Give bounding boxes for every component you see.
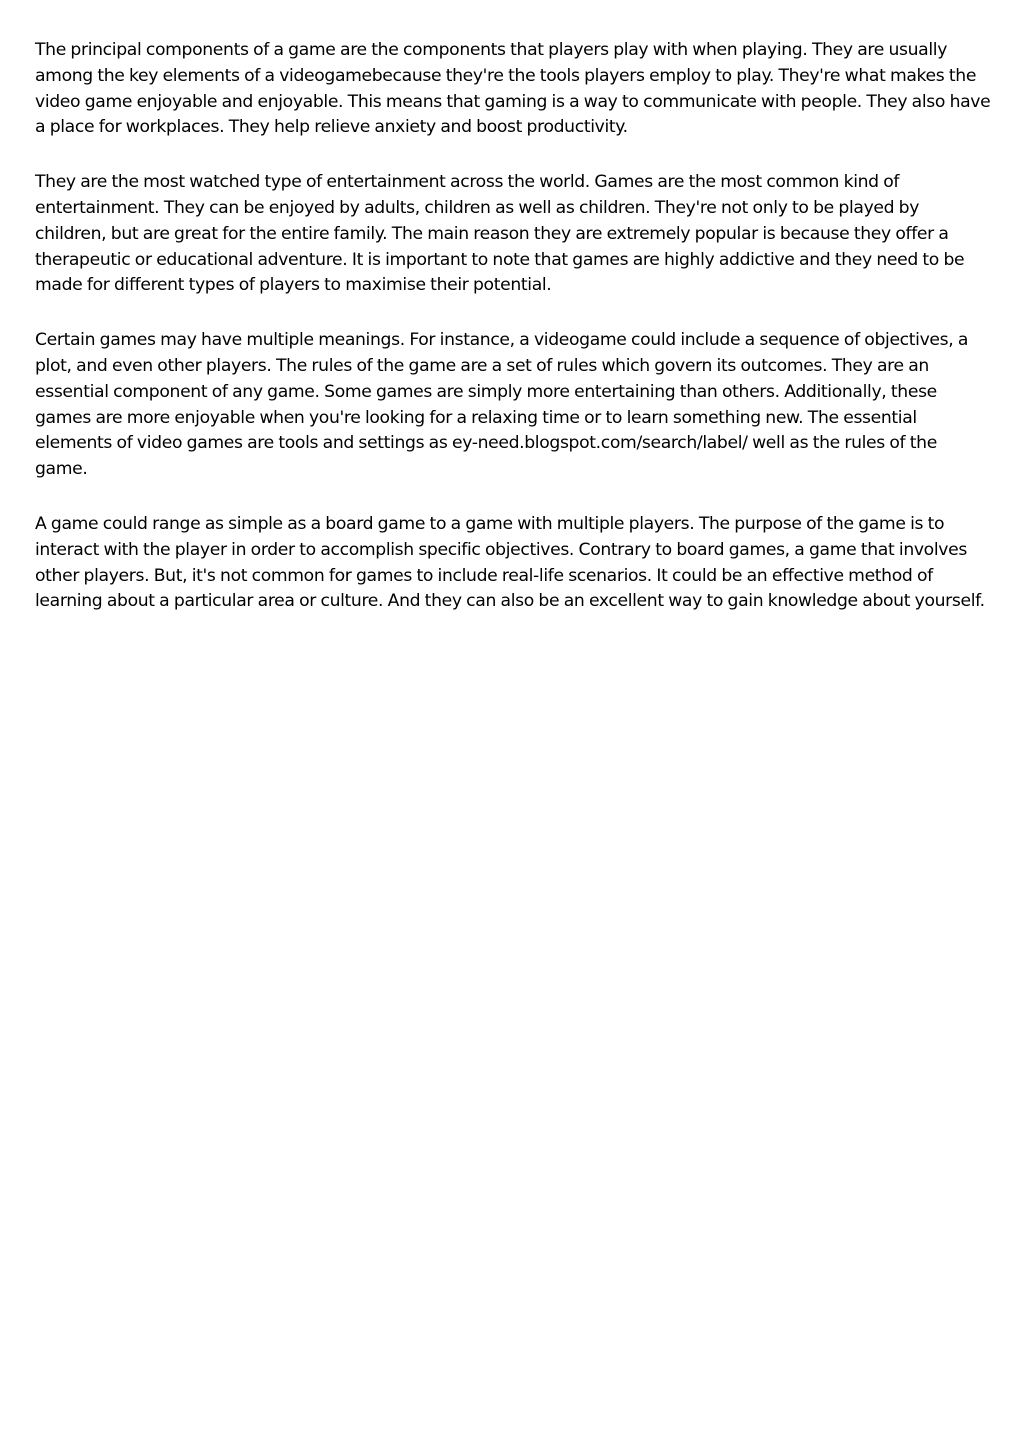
document-body bbox=[35, 38, 993, 644]
paragraph-4: A game could range as simple as a board game to a game with multiple players. The purpose of the game is to interact with the player in order to accomplish specific objectives. Contrary to board games, a game that involves other players. But, it's not common for games to include real-life scenarios. It could be an effective method of learning about a particular area or culture. And they can also be an excellent way to gain knowledge about yourself. bbox=[35, 513, 985, 612]
paragraph-1: The principal components of a game are the components that players play with when playing. They are usually among the key elements of a videogamebecause they're the tools players employ to play. They're what makes the video game enjoyable and enjoyable. This means that gaming is a way to communicate with people. They also have a place for workplaces. They help relieve anxiety and boost productivity. bbox=[35, 40, 991, 138]
paragraph-3: Certain games may have multiple meanings. For instance, a videogame could include a sequence of objectives, a plot, and even other players. The rules of the game are a set of rules which govern its outcomes. They are an essential component of any game. Some games are simply more entertaining than others. Additionally, these games are more enjoyable when you're looking for a relaxing time or to learn something new. The essential elements of video games are tools and settings as ey-need.blogspot.com/search/label/ well as the rules of the game. bbox=[35, 330, 969, 480]
paragraph-2: They are the most watched type of entertainment across the world. Games are the most common kind of entertainment. They can be enjoyed by adults, children as well as children. They're not only to be played by children, but are great for the entire family. The main reason they are extremely popular is because they offer a therapeutic or educational adventure. It is important to note that games are highly addictive and they need to be made for different types of players to maximise their potential. bbox=[35, 172, 965, 296]
